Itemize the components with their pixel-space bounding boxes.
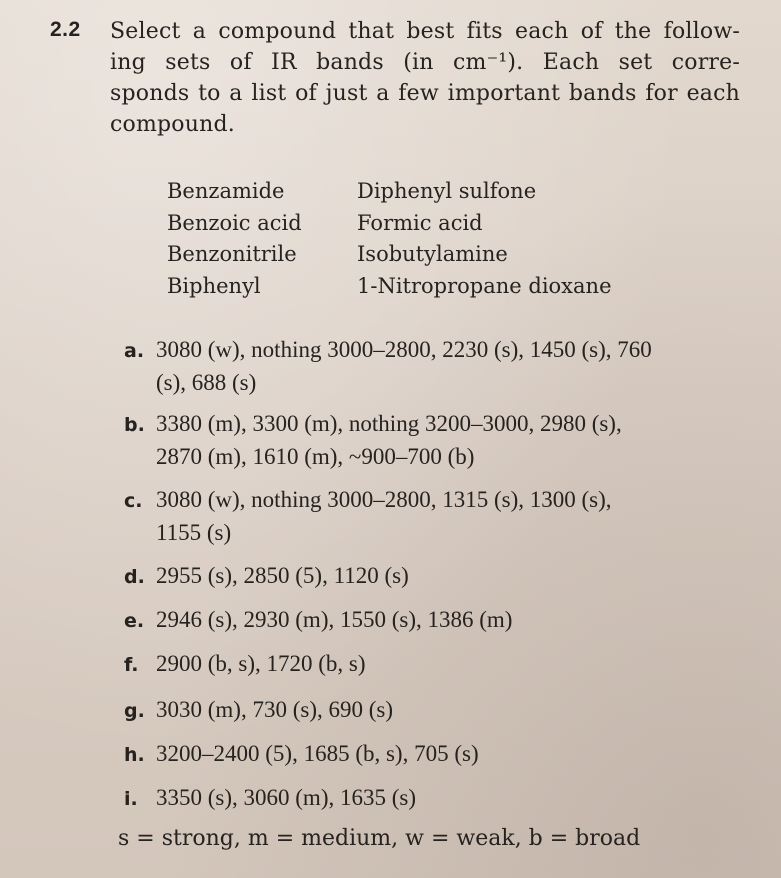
band-set-d: [124, 560, 409, 593]
band-list-continued: 1155 (s): [156, 520, 232, 545]
compound-column-right: [357, 176, 612, 302]
band-set-c: [124, 484, 612, 548]
compound-name: Diphenyl sulfone: [357, 179, 537, 203]
item-letter: f.: [124, 654, 139, 676]
band-list: 2955 (s), 2850 (5), 1120 (s): [156, 563, 409, 588]
band-set-b: [124, 408, 622, 472]
prompt-line: compound.: [110, 112, 235, 137]
band-list-continued: 2870 (m), 1610 (m), ~900–700 (b): [156, 444, 475, 469]
compound-column-left: [167, 176, 302, 302]
band-set-a: [124, 334, 652, 398]
item-letter: h.: [124, 744, 145, 766]
band-list: 2946 (s), 2930 (m), 1550 (s), 1386 (m): [156, 607, 513, 632]
item-letter: e.: [124, 610, 145, 632]
band-list: 3080 (w), nothing 3000–2800, 2230 (s), 1450 (s), 760: [156, 337, 652, 362]
band-set-g: [124, 694, 393, 727]
band-list: 3350 (s), 3060 (m), 1635 (s): [156, 785, 416, 810]
item-letter: g.: [124, 700, 145, 722]
band-set-f: [124, 648, 366, 681]
band-set-e: [124, 604, 512, 637]
band-list: 3030 (m), 730 (s), 690 (s): [156, 697, 393, 722]
compound-name: Biphenyl: [167, 273, 261, 298]
prompt-line: ing sets of IR bands (in cm⁻¹). Each set corre-: [110, 50, 740, 75]
intensity-legend: s = strong, m = medium, w = weak, b = broad: [118, 826, 641, 851]
item-letter: a.: [124, 340, 145, 362]
prompt-line: Select a compound that best fits each of the follow-: [110, 19, 740, 44]
band-list: 3200–2400 (5), 1685 (b, s), 705 (s): [156, 741, 479, 766]
compound-name: Benzoic acid: [167, 210, 302, 235]
item-letter: c.: [124, 490, 143, 512]
band-set-h: [124, 738, 479, 771]
compound-name: Formic acid: [357, 210, 483, 235]
band-list: 2900 (b, s), 1720 (b, s): [156, 651, 366, 676]
band-list: 3380 (m), 3300 (m), nothing 3200–3000, 2980 (s),: [156, 411, 622, 436]
band-list: 3080 (w), nothing 3000–2800, 1315 (s), 1300 (s),: [156, 487, 612, 512]
compound-name: Isobutylamine: [357, 242, 508, 266]
item-letter: d.: [124, 566, 145, 588]
item-letter: b.: [124, 414, 145, 436]
item-letter: i.: [124, 788, 138, 810]
band-set-i: [124, 782, 416, 815]
prompt-line: sponds to a list of just a few important bands for each: [110, 81, 740, 106]
problem-prompt: [110, 16, 740, 140]
compound-name: 1-Nitropropane dioxane: [357, 273, 612, 298]
compound-name: Benzonitrile: [167, 242, 297, 266]
compound-name: Benzamide: [167, 179, 285, 203]
problem-number: 2.2: [50, 18, 81, 41]
band-list-continued: (s), 688 (s): [156, 370, 257, 395]
